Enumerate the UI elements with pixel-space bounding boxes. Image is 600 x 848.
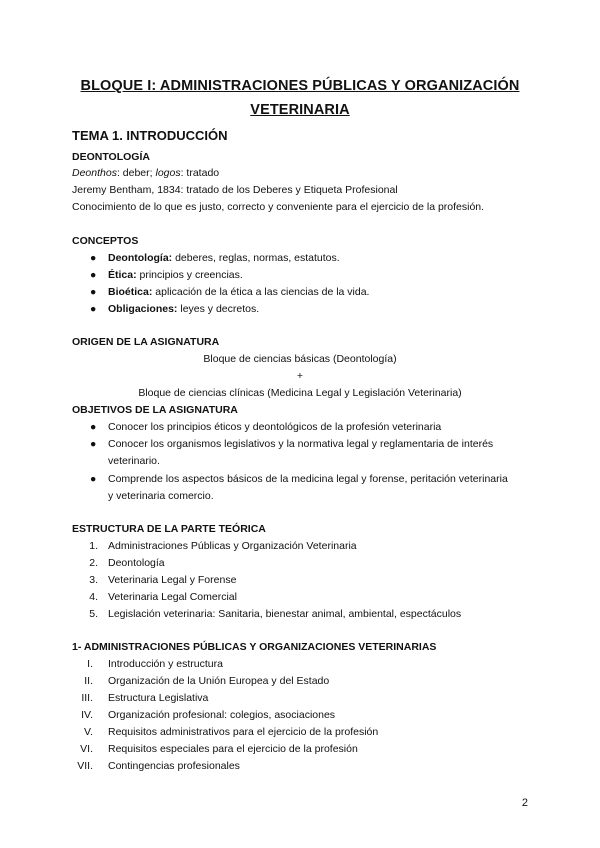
administraciones-item: Requisitos especiales para el ejercicio de la profesión xyxy=(108,743,358,755)
objetivo-item: Conocer los organismos legislativos y la normativa legal y reglamentaria de interés xyxy=(108,438,494,450)
administraciones-item: Organización de la Unión Europea y del Estado xyxy=(108,675,330,687)
roman-numeral: III. xyxy=(81,692,93,704)
bullet-icon: ● xyxy=(90,421,97,433)
estructura-item: Administraciones Públicas y Organización Veterinaria xyxy=(108,540,357,552)
origen-plus: + xyxy=(296,370,304,382)
estructura-heading: ESTRUCTURA DE LA PARTE TEÓRICA xyxy=(72,523,266,535)
objetivo-item: Comprende los aspectos básicos de la medicina legal y forense, peritación veterinaria xyxy=(108,473,508,485)
list-number: 3. xyxy=(89,574,98,586)
estructura-item: Veterinaria Legal y Forense xyxy=(108,574,237,586)
definition-line: Conocimiento de lo que es justo, correcto y conveniente para el ejercicio de la profesión. xyxy=(72,201,485,213)
bullet-icon: ● xyxy=(90,438,97,450)
roman-numeral: VI. xyxy=(80,743,93,755)
estructura-item: Veterinaria Legal Comercial xyxy=(108,591,237,603)
origen-line-1: Bloque de ciencias básicas (Deontología) xyxy=(203,353,397,365)
estructura-item: Deontología xyxy=(108,557,165,569)
list-number: 4. xyxy=(89,591,98,603)
roman-numeral: II. xyxy=(84,675,93,687)
etym-word-deonthos: Deonthos xyxy=(72,167,117,179)
concept-item: Deontología: deberes, reglas, normas, estatutos. xyxy=(108,252,340,264)
block-title-line-2: VETERINARIA xyxy=(250,102,350,118)
objetivo-item-continuation: y veterinaria comercio. xyxy=(108,490,214,502)
objetivo-item: Conocer los principios éticos y deontológicos de la profesión veterinaria xyxy=(108,421,442,433)
bullet-icon: ● xyxy=(90,252,97,264)
bullet-icon: ● xyxy=(90,473,97,485)
list-number: 5. xyxy=(89,608,98,620)
roman-numeral: IV. xyxy=(81,709,93,721)
deontologia-heading: DEONTOLOGÍA xyxy=(72,151,150,163)
etym-word-logos: logos xyxy=(155,167,181,179)
list-number: 1. xyxy=(89,540,98,552)
conceptos-heading: CONCEPTOS xyxy=(72,235,139,247)
roman-numeral: VII. xyxy=(77,760,93,772)
administraciones-item: Estructura Legislativa xyxy=(108,692,209,704)
administraciones-item: Requisitos administrativos para el ejercicio de la profesión xyxy=(108,726,379,738)
administraciones-item: Contingencias profesionales xyxy=(108,760,240,772)
list-number: 2. xyxy=(89,557,98,569)
concept-item: Obligaciones: leyes y decretos. xyxy=(108,303,260,315)
objetivos-heading: OBJETIVOS DE LA ASIGNATURA xyxy=(72,404,238,416)
block-title-line-1: BLOQUE I: ADMINISTRACIONES PÚBLICAS Y ORGANIZACIÓN xyxy=(80,78,520,94)
estructura-item: Legislación veterinaria: Sanitaria, bienestar animal, ambiental, espectáculos xyxy=(108,608,462,620)
bentham-line: Jeremy Bentham, 1834: tratado de los Deberes y Etiqueta Profesional xyxy=(72,184,398,196)
objetivo-item-continuation: veterinario. xyxy=(108,455,160,467)
bullet-icon: ● xyxy=(90,303,97,315)
roman-numeral: V. xyxy=(84,726,93,738)
concept-item: Bioética: aplicación de la ética a las ciencias de la vida. xyxy=(108,286,370,298)
bullet-icon: ● xyxy=(90,286,97,298)
origen-heading: ORIGEN DE LA ASIGNATURA xyxy=(72,336,220,348)
administraciones-heading: 1- ADMINISTRACIONES PÚBLICAS Y ORGANIZACIONES VETERINARIAS xyxy=(72,641,437,653)
administraciones-item: Organización profesional: colegios, asociaciones xyxy=(108,709,336,721)
tema-heading: TEMA 1. INTRODUCCIÓN xyxy=(72,128,228,143)
roman-numeral: I. xyxy=(87,658,93,670)
page-number: 2 xyxy=(521,797,528,809)
origen-line-2: Bloque de ciencias clínicas (Medicina Legal y Legislación Veterinaria) xyxy=(138,387,462,399)
administraciones-item: Introducción y estructura xyxy=(108,658,223,670)
bullet-icon: ● xyxy=(90,269,97,281)
concept-item: Ética: principios y creencias. xyxy=(108,269,243,281)
etymology-line: Deonthos: deber; logos: tratado xyxy=(72,167,220,179)
